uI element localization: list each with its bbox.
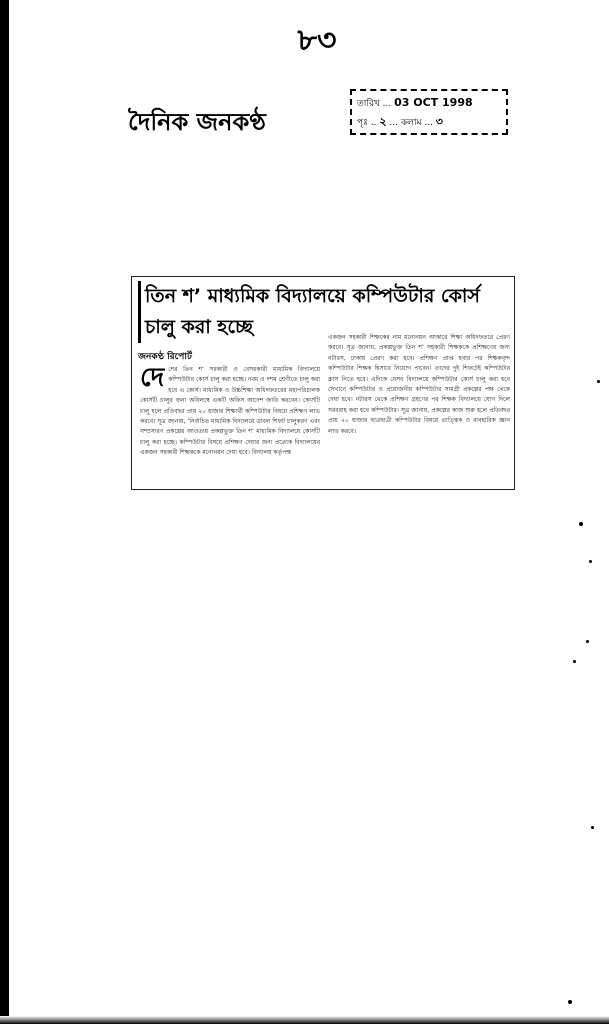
newspaper-masthead: দৈনিক জনকণ্ঠ xyxy=(128,107,266,136)
scan-speck xyxy=(591,826,594,829)
article-byline: জনকণ্ঠ রিপোর্ট xyxy=(138,352,192,362)
article-headline: তিন শ’ মাধ্যমিক বিদ্যালয়ে কম্পিউটার কোর্স চালু করা হচ্ছে xyxy=(138,281,510,343)
stamp-date-row: তারিখ ... 03 OCT 1998 xyxy=(357,96,473,109)
stamp-page-value: ২ xyxy=(379,115,387,128)
scan-speck xyxy=(586,640,589,643)
date-stamp xyxy=(350,89,508,135)
scan-edge-bottom xyxy=(0,1016,609,1024)
scan-speck xyxy=(579,522,583,526)
scan-edge-left xyxy=(0,0,9,1024)
scan-speck xyxy=(573,660,576,663)
article-column-left-text: শের তিন শ’ সরকারী ও বেসরকারী মাধ্যমিক বিদ্যালয়ে কম্পিউটার কোর্স চালু করা হচ্ছে। নবম ও দশম শ্রেণীতে চালু করা হবে এ কোর্স। মাধ্যমিক ও উচ্চশিক্ষা অধিদফতরের মহাপরিচালক কোর্সটি চালুর জন্য অবিলম্বে একটি অফিস আদেশ জারি করবেন। কোর্সটি চালু হলে প্রতিবছর প্রায় ২০ হাজার শিক্ষার্থী কম্পিউটার বিষয়ে প্রশিক্ষণ লাভ করবে। সূত্র জানায়, ‘নির্বাচিত মাধ্যমিক বিদ্যালয়ে ডাবল শিফট চালুকরণ এবং সম্প্রসারণ প্রকল্পের আওতায় প্রকল্পভুক্ত তিন শ’ মাধ্যমিক বিদ্যালয়ে কোর্সটি চালু করা হচ্ছে। কম্পিউটার বিষয়ে প্রশিক্ষণ দেয়ার জন্য প্রত্যেক বিদ্যালয়ের একজন সহকারী শিক্ষককে মনোনয়ন দেয়া হবে। বিদ্যালয় কর্তৃপক্ষ xyxy=(140,366,320,457)
scan-speck xyxy=(568,1000,572,1004)
stamp-column-value: ৩ xyxy=(435,115,443,128)
article-dropcap: দে xyxy=(140,365,165,393)
stamp-date-label: তারিখ xyxy=(357,99,380,109)
article-column-right: একজন সহকারী শিক্ষকের নাম মনোনয়ন আকারে শিক্ষা অধিদফতরে প্রেরণ করবে। সূত্র জানায়, প্রকল্পভুক্ত তিন শ’ সহকারী শিক্ষককে প্রশিক্ষণের জন্য নটারস, ঢাকায় প্রেরণ করা হবে। প্রশিক্ষণ প্রাপ্ত হবার পর শিক্ষকবৃন্দ কম্পিউটার শিক্ষক হিসাবে নিয়োগ পাবেন। তাদের দুই শিফটেই কম্পিউটার ক্লাস নিতে হবে। এদিকে যেসব বিদ্যালয়ে কম্পিউটার কোর্স চালু করা হবে সেখানে কম্পিউটার ও প্রয়োজনীয় কম্পিউটার সামগ্রী প্রকল্পের পক্ষ থেকে দেয়া হবে। নটারস থেকে প্রশিক্ষণ গ্রহণের পর শিক্ষক বিদ্যালয়ে যোগ দিলে সরবরাহ করা হবে কম্পিউটার। সূত্র জানায়, প্রকল্পের কাজ শুরু হলে প্রতিবছর প্রায় ২০ হাজার ছাত্রছাত্রী কম্পিউটার বিষয়ে তাত্ত্বিক ও ব্যবহারিক জ্ঞান লাভ করবে। xyxy=(328,334,510,435)
handwritten-page-number: ৮৩ xyxy=(297,23,337,58)
newspaper-clipping xyxy=(131,276,515,490)
article-column-left xyxy=(140,365,320,487)
stamp-page-label: পৃঃ xyxy=(357,118,368,128)
stamp-page-row: পৃঃ .. ২ ... কলাম ... ৩ xyxy=(357,115,443,128)
scan-speck xyxy=(589,560,592,563)
stamp-date-value: 03 OCT 1998 xyxy=(394,96,473,109)
stamp-column-label: কলাম xyxy=(400,118,422,128)
scan-speck xyxy=(597,380,600,383)
